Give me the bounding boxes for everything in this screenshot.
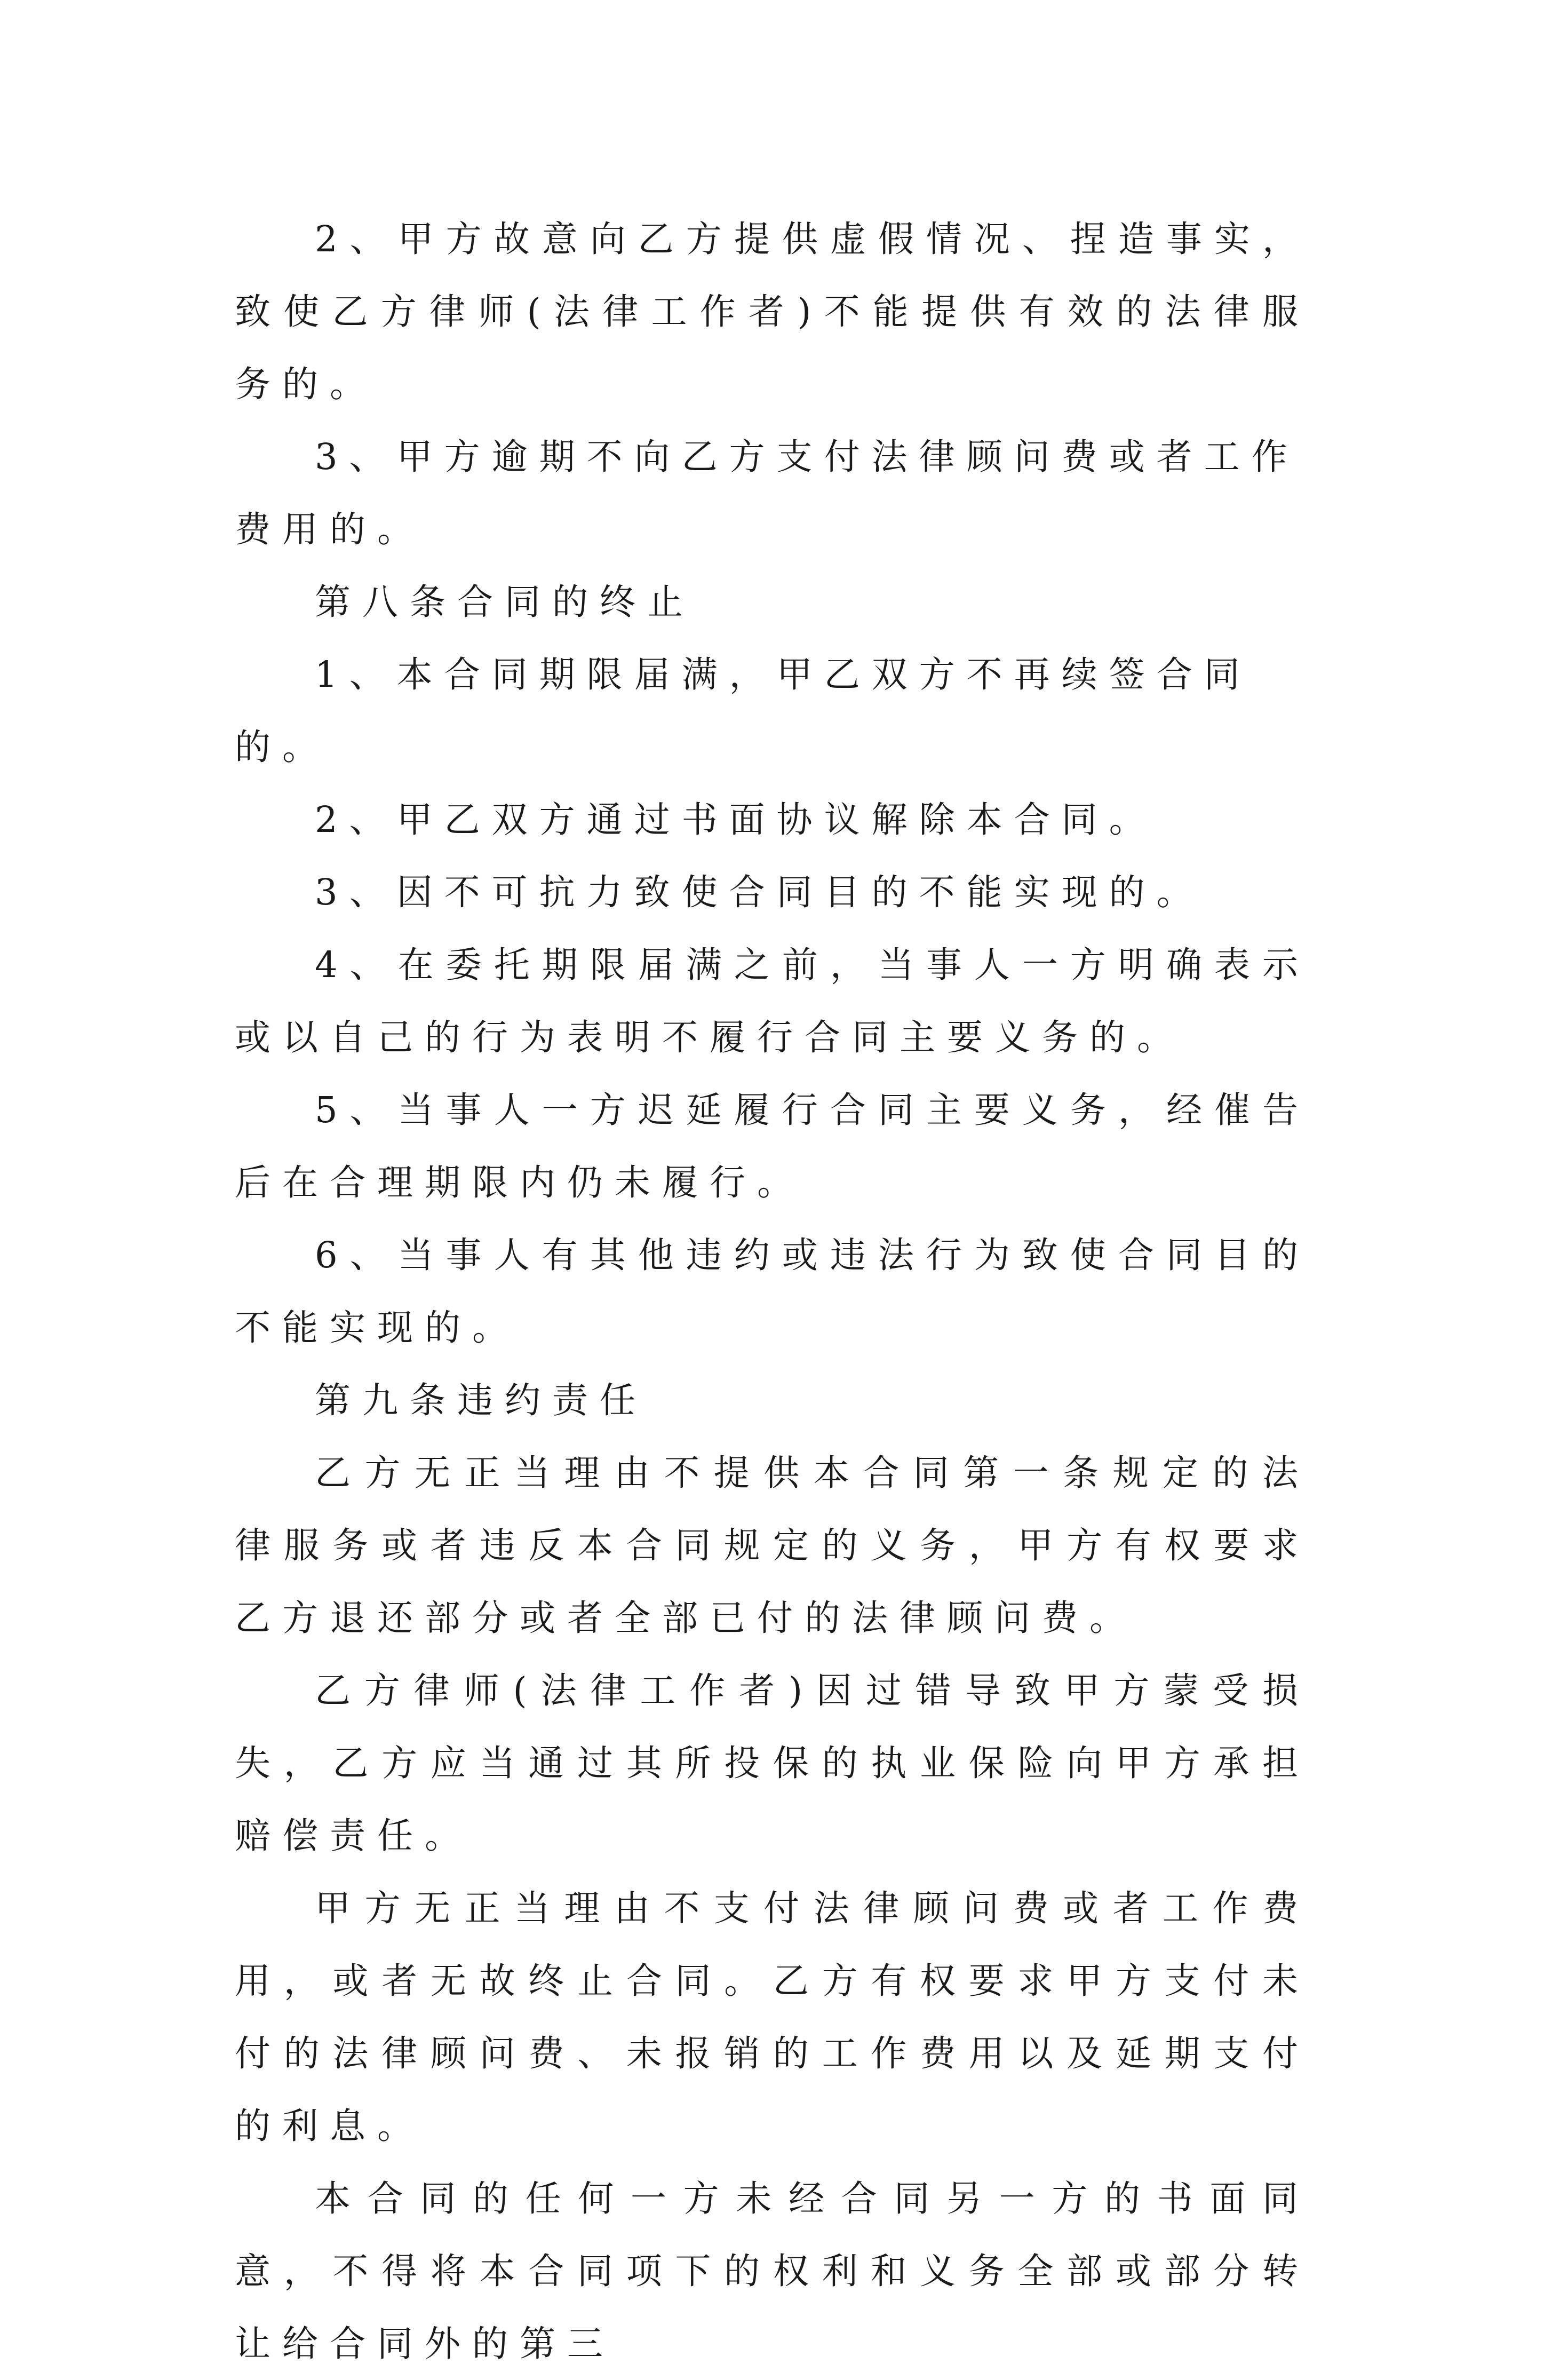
paragraph-assignment: 本合同的任何一方未经合同另一方的书面同意，不得将本合同项下的权利和义务全部或部分转让给合同外的第三 (235, 2178, 1310, 2365)
paragraph-liability-party-a: 甲方无正当理由不支付法律顾问费或者工作费用，或者无故终止合同。乙方有权要求甲方支付未付的法律顾问费、未报销的工作费用以及延期支付的利息。 (235, 1887, 1310, 2147)
paragraph-clause-8-item-5: 5、当事人一方迟延履行合同主要义务，经催告后在合理期限内仍未履行。 (235, 1089, 1310, 1203)
paragraph-clause-8-item-6: 6、当事人有其他违约或违法行为致使合同目的不能实现的。 (235, 1234, 1310, 1348)
document-body (235, 203, 1310, 2380)
paragraph-clause-8-item-3: 3、因不可抗力致使合同目的不能实现的。 (315, 871, 1204, 913)
paragraph-liability-lawyer: 乙方律师(法律工作者)因过错导致甲方蒙受损失，乙方应当通过其所投保的执业保险向甲方承担赔偿责任。 (235, 1670, 1310, 1857)
paragraph-clause-7-item-2: 2、甲方故意向乙方提供虚假情况、捏造事实，致使乙方律师(法律工作者)不能提供有效的法律服务的。 (235, 218, 1310, 405)
paragraph-clause-7-item-3: 3、甲方逾期不向乙方支付法律顾问费或者工作费用的。 (235, 436, 1299, 550)
heading-article-8: 第八条合同的终止 (315, 581, 695, 623)
paragraph-clause-8-item-4: 4、在委托期限届满之前，当事人一方明确表示或以自己的行为表明不履行合同主要义务的。 (235, 944, 1310, 1058)
paragraph-clause-8-item-2: 2、甲乙双方通过书面协议解除本合同。 (315, 799, 1157, 840)
paragraph-clause-8-item-1: 1、本合同期限届满，甲乙双方不再续签合同的。 (235, 654, 1252, 768)
heading-article-9: 第九条违约责任 (315, 1379, 647, 1421)
paragraph-liability-party-b: 乙方无正当理由不提供本合同第一条规定的法律服务或者违反本合同规定的义务，甲方有权要求乙方退还部分或者全部已付的法律顾问费。 (235, 1452, 1310, 1639)
